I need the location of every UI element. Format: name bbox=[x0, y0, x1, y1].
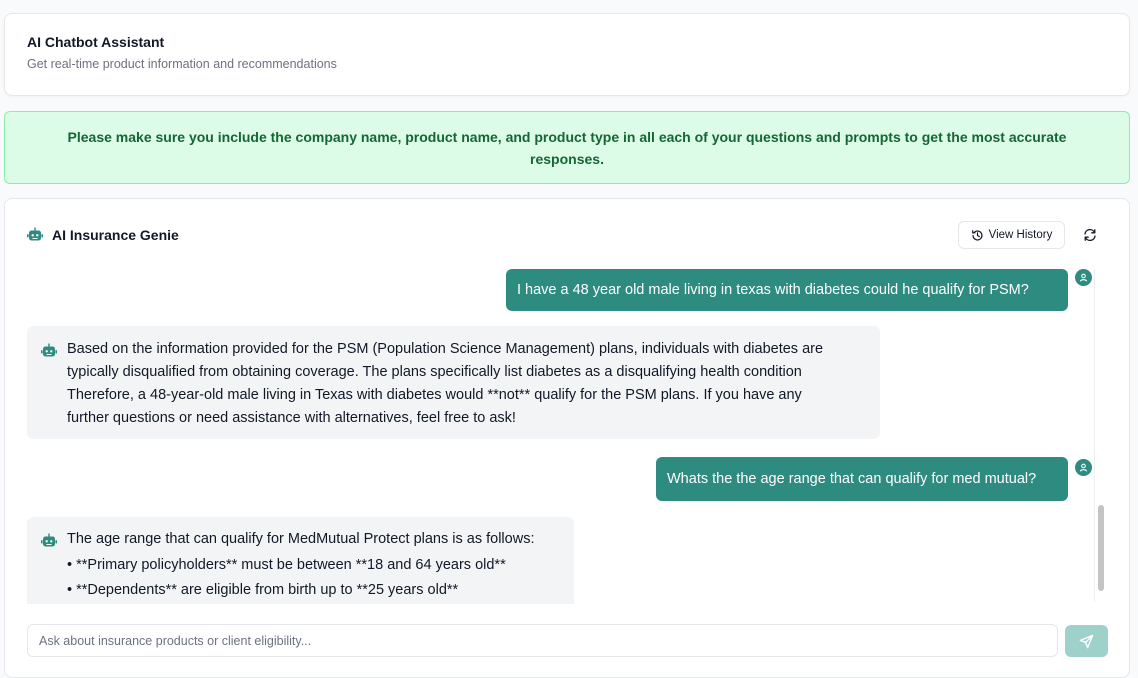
chat-input-container bbox=[27, 624, 1058, 657]
list-item: • **Primary policyholders** must be between **18 and 64 years old** bbox=[67, 556, 506, 573]
robot-icon bbox=[41, 343, 57, 359]
send-icon bbox=[1079, 634, 1094, 649]
chat-input[interactable] bbox=[28, 625, 1057, 656]
scrollbar-thumb[interactable] bbox=[1098, 505, 1104, 591]
user-message bbox=[656, 457, 1068, 501]
notice-banner bbox=[4, 111, 1130, 184]
page-subtitle: Get real-time product information and recommendations bbox=[27, 57, 337, 71]
bot-line: Therefore, a 48-year-old male living in Texas with diabetes would **not** qualify for the PSM plans. If you have any bbox=[67, 387, 802, 403]
send-button[interactable] bbox=[1065, 625, 1108, 657]
bot-message-text bbox=[67, 338, 872, 429]
view-history-button[interactable] bbox=[958, 221, 1065, 249]
bot-intro: The age range that can qualify for MedMutual Protect plans is as follows: bbox=[67, 531, 535, 547]
list-item: • **Dependents** are eligible from birth up to **25 years old** bbox=[67, 581, 459, 598]
bot-line: typically disqualified from obtaining coverage. The plans specifically list diabetes as a disqualifying health condition bbox=[67, 363, 802, 380]
chat-header bbox=[27, 227, 179, 243]
user-message-text: I have a 48 year old male living in texas with diabetes could he qualify for PSM? bbox=[517, 282, 1029, 298]
header-card bbox=[4, 13, 1130, 96]
history-icon bbox=[971, 229, 984, 242]
user-message-text: Whats the the age range that can qualify for med mutual? bbox=[667, 471, 1037, 487]
view-history-label: View History bbox=[988, 229, 1053, 241]
bot-line: Based on the information provided for the PSM (Population Science Management) plans, individuals with diabetes are bbox=[67, 341, 824, 357]
bot-message bbox=[27, 517, 574, 604]
message-list[interactable] bbox=[5, 269, 1095, 604]
user-message bbox=[506, 269, 1068, 311]
bot-message-text bbox=[67, 528, 567, 603]
refresh-button[interactable] bbox=[1080, 225, 1100, 245]
user-avatar bbox=[1075, 459, 1092, 476]
bot-line: further questions or need assistance with alternatives, feel free to ask! bbox=[67, 409, 516, 426]
chat-title: AI Insurance Genie bbox=[52, 227, 179, 243]
user-icon bbox=[1079, 273, 1088, 282]
robot-icon bbox=[41, 533, 57, 549]
robot-icon bbox=[27, 227, 43, 243]
page-title: AI Chatbot Assistant bbox=[27, 34, 165, 50]
scrollbar[interactable] bbox=[1094, 269, 1106, 602]
notice-text: Please make sure you include the company name, product name, and product type in all each of your questions and prompts to get the most accurate responses. bbox=[67, 128, 1067, 167]
chat-panel bbox=[4, 198, 1130, 678]
user-icon bbox=[1079, 463, 1088, 472]
bot-bullet-list bbox=[67, 553, 567, 603]
bot-message bbox=[27, 326, 880, 439]
user-avatar bbox=[1075, 269, 1092, 286]
refresh-icon bbox=[1083, 228, 1097, 242]
